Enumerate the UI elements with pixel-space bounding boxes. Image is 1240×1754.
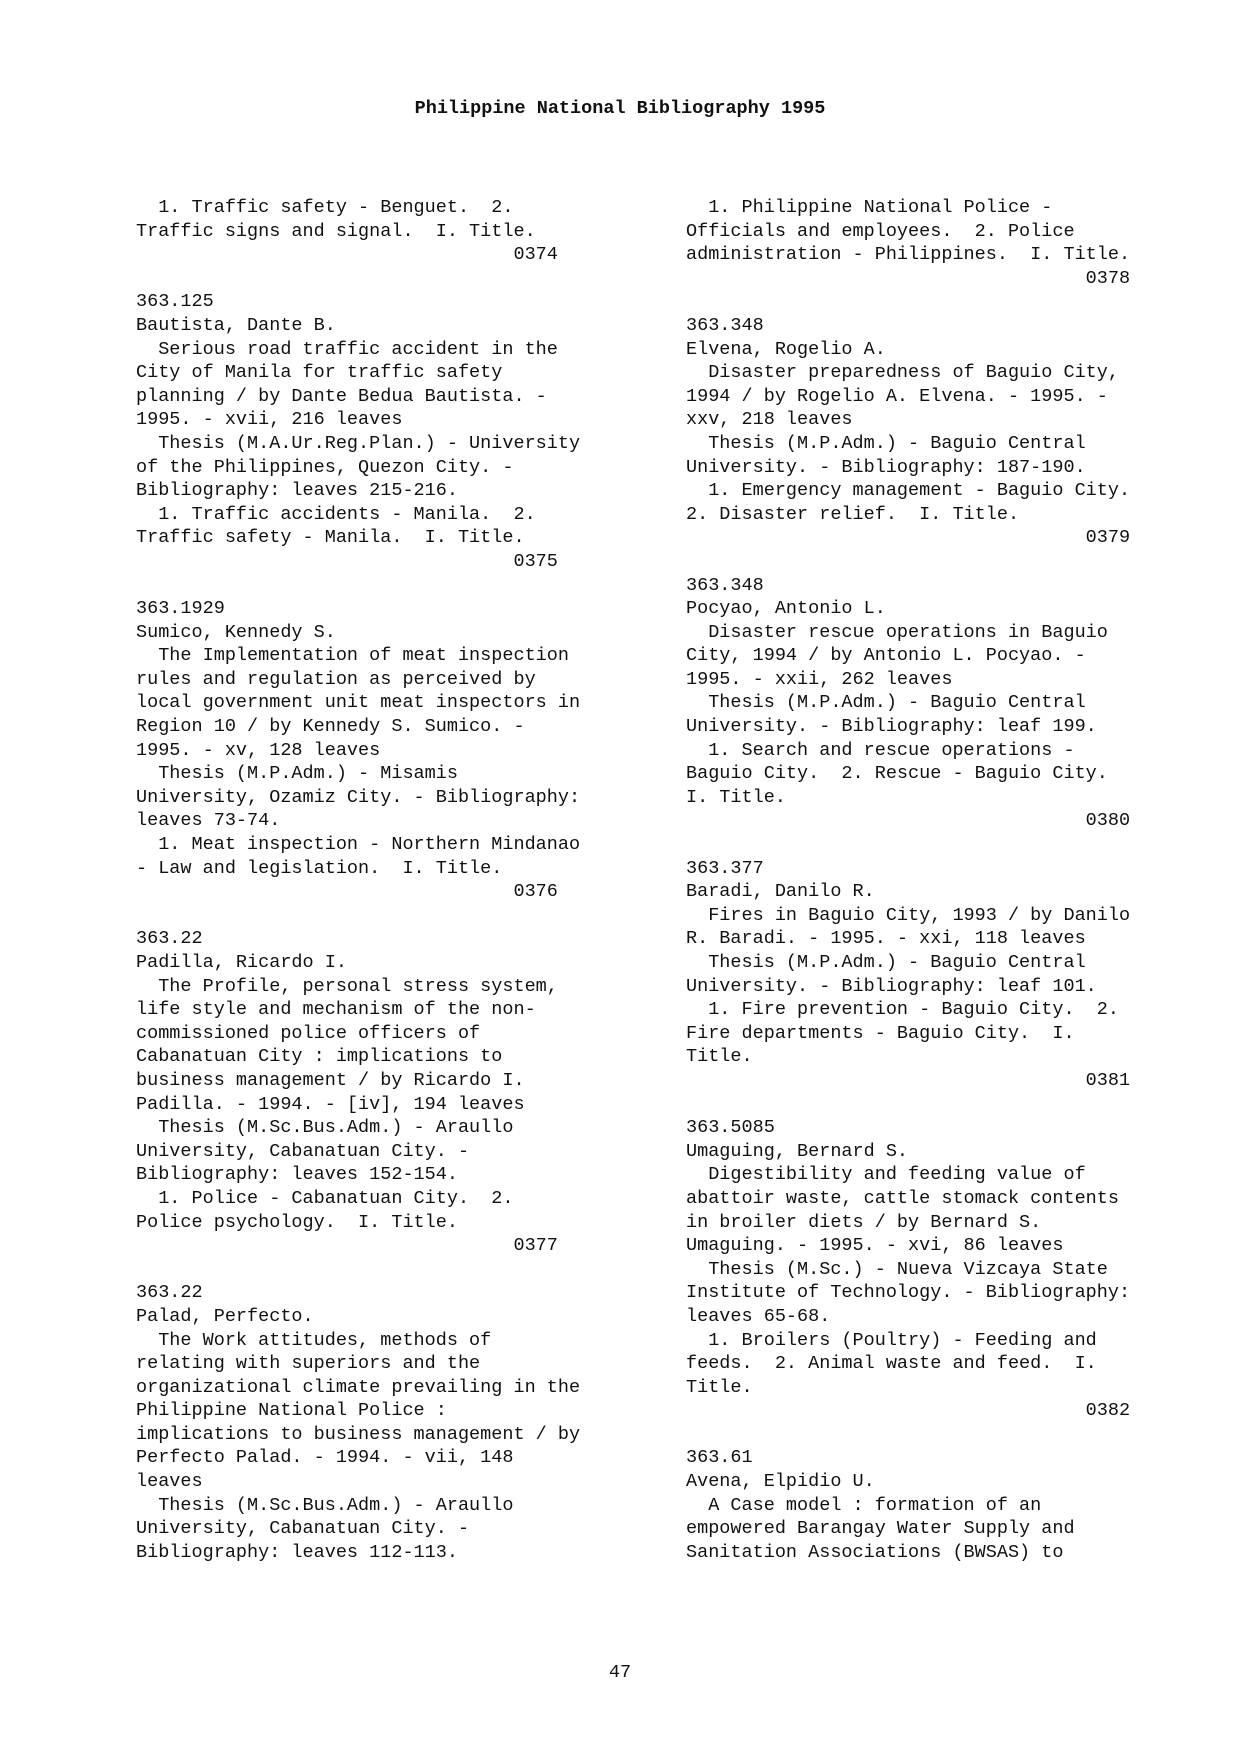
right-column-line: empowered Barangay Water Supply and xyxy=(686,1518,1075,1540)
right-column-line: 1. Search and rescue operations - xyxy=(686,739,1075,761)
right-column-line: 2. Disaster relief. I. Title. xyxy=(686,503,1020,525)
left-column-line: 363.22 xyxy=(136,1282,203,1304)
right-column-line: 0381 xyxy=(686,1069,1131,1091)
right-column-line: 363.348 xyxy=(686,574,764,596)
right-column-line: in broiler diets / by Bernard S. xyxy=(686,1211,1042,1233)
left-column-line: Police psychology. I. Title. xyxy=(136,1211,458,1233)
right-column-line: 363.377 xyxy=(686,857,764,879)
left-column-line: 363.1929 xyxy=(136,598,225,620)
left-column-line xyxy=(136,574,642,598)
right-column-line: Baguio City. 2. Rescue - Baguio City. xyxy=(686,763,1108,785)
right-column-line: University. - Bibliography: leaf 101. xyxy=(686,975,1097,997)
left-column-line: Thesis (M.Sc.Bus.Adm.) - Araullo xyxy=(136,1494,514,1516)
right-column-line: 1. Philippine National Police - xyxy=(686,197,1053,218)
right-column-line: University. - Bibliography: 187-190. xyxy=(686,456,1086,478)
right-column-line: Pocyao, Antonio L. xyxy=(686,598,886,620)
right-column-line xyxy=(686,290,1192,314)
right-column-line xyxy=(686,1423,1192,1447)
left-column-line: 1. Traffic accidents - Manila. 2. xyxy=(136,503,536,525)
left-column-line: Serious road traffic accident in the xyxy=(136,338,558,360)
right-column-line: xxv, 218 leaves xyxy=(686,409,853,431)
left-column-line: The Implementation of meat inspection xyxy=(136,645,569,667)
right-column-line: Thesis (M.Sc.) - Nueva Vizcaya State xyxy=(686,1258,1108,1280)
right-column-line: 1994 / by Rogelio A. Elvena. - 1995. - xyxy=(686,385,1108,407)
left-column-line: Sumico, Kennedy S. xyxy=(136,621,336,643)
right-column-line: University. - Bibliography: leaf 199. xyxy=(686,716,1097,738)
right-column-line: Institute of Technology. - Bibliography: xyxy=(686,1282,1131,1304)
left-column-line: Bibliography: leaves 112-113. xyxy=(136,1541,458,1563)
left-column-line: Padilla, Ricardo I. xyxy=(136,952,347,973)
right-column xyxy=(686,196,1192,1564)
right-column-line: leaves 65-68. xyxy=(686,1305,831,1327)
left-column-line: 0377 xyxy=(136,1235,558,1257)
left-column-line: Cabanatuan City : implications to xyxy=(136,1046,503,1068)
right-column-line: Title. xyxy=(686,1046,753,1068)
right-column-line: I. Title. xyxy=(686,786,786,808)
left-column-line: 0374 xyxy=(136,244,558,266)
left-column-line: implications to business management / by xyxy=(136,1423,581,1445)
left-column-line: University, Ozamiz City. - Bibliography: xyxy=(136,786,581,808)
left-column-line: 363.22 xyxy=(136,928,203,950)
left-column-line: Philippine National Police : xyxy=(136,1400,447,1422)
page-number: 47 xyxy=(608,1662,632,1683)
right-column-line: abattoir waste, cattle stomack contents xyxy=(686,1187,1119,1209)
right-column-line: 1995. - xxii, 262 leaves xyxy=(686,668,953,690)
right-column-line: Sanitation Associations (BWSAS) to xyxy=(686,1541,1064,1563)
left-column-line: 0376 xyxy=(136,881,558,903)
left-column-line: business management / by Ricardo I. xyxy=(136,1069,525,1091)
left-column-line: Bautista, Dante B. xyxy=(136,314,336,336)
right-column-line: feeds. 2. Animal waste and feed. I. xyxy=(686,1353,1097,1375)
right-column-line: City, 1994 / by Antonio L. Pocyao. - xyxy=(686,645,1086,667)
right-column-line: 0382 xyxy=(686,1400,1131,1422)
left-column-line: Thesis (M.P.Adm.) - Misamis xyxy=(136,763,458,785)
left-column-line: The Work attitudes, methods of xyxy=(136,1329,492,1351)
left-column-line: Thesis (M.A.Ur.Reg.Plan.) - University xyxy=(136,432,581,454)
left-column-line: 1. Traffic safety - Benguet. 2. xyxy=(136,197,514,218)
right-column-line: Thesis (M.P.Adm.) - Baguio Central xyxy=(686,692,1086,714)
left-column-line: Palad, Perfecto. xyxy=(136,1305,314,1327)
left-column-line xyxy=(136,267,642,291)
right-column-line: 1. Emergency management - Baguio City. xyxy=(686,480,1131,502)
left-column-line: University, Cabanatuan City. - xyxy=(136,1518,470,1540)
left-column-line xyxy=(136,904,642,928)
left-column-line: 363.125 xyxy=(136,291,214,313)
left-column-line: Thesis (M.Sc.Bus.Adm.) - Araullo xyxy=(136,1117,514,1139)
left-column-line: 1995. - xv, 128 leaves xyxy=(136,739,381,761)
right-column-line: Disaster preparedness of Baguio City, xyxy=(686,362,1119,384)
left-column-line: leaves 73-74. xyxy=(136,810,281,832)
left-column-line: - Law and legislation. I. Title. xyxy=(136,857,503,879)
right-column-line: 1. Fire prevention - Baguio City. 2. xyxy=(686,999,1119,1021)
right-column-line: R. Baradi. - 1995. - xxi, 118 leaves xyxy=(686,928,1086,950)
right-column-line: Thesis (M.P.Adm.) - Baguio Central xyxy=(686,432,1086,454)
right-column-line: Fire departments - Baguio City. I. xyxy=(686,1022,1075,1044)
left-column-line xyxy=(136,1258,642,1282)
right-column-line xyxy=(686,833,1192,857)
right-column-line: Disaster rescue operations in Baguio xyxy=(686,621,1108,643)
left-column-line: Bibliography: leaves 215-216. xyxy=(136,480,458,502)
left-column-line: 1995. - xvii, 216 leaves xyxy=(136,409,403,431)
right-column-line: Digestibility and feeding value of xyxy=(686,1164,1086,1186)
right-column-line: Elvena, Rogelio A. xyxy=(686,338,886,360)
left-column-line: Bibliography: leaves 152-154. xyxy=(136,1164,458,1186)
right-column-line: administration - Philippines. I. Title. xyxy=(686,244,1131,266)
page-title: Philippine National Bibliography 1995 xyxy=(414,98,826,119)
left-column xyxy=(136,196,642,1564)
left-column-line: commissioned police officers of xyxy=(136,1022,481,1044)
right-column-line: Officials and employees. 2. Police xyxy=(686,220,1075,242)
right-column-line xyxy=(686,1093,1192,1117)
right-column-line: 363.5085 xyxy=(686,1117,775,1139)
left-column-line: 0375 xyxy=(136,550,558,572)
left-column-line: rules and regulation as perceived by xyxy=(136,668,536,690)
left-column-line: 1. Police - Cabanatuan City. 2. xyxy=(136,1187,514,1209)
left-column-line: Padilla. - 1994. - [iv], 194 leaves xyxy=(136,1093,525,1115)
left-column-line: local government unit meat inspectors in xyxy=(136,692,581,714)
left-column-line: relating with superiors and the xyxy=(136,1353,481,1375)
left-column-line: University, Cabanatuan City. - xyxy=(136,1140,470,1162)
right-column-line: Avena, Elpidio U. xyxy=(686,1471,875,1493)
left-column-line: life style and mechanism of the non- xyxy=(136,999,536,1021)
right-column-line: Baradi, Danilo R. xyxy=(686,881,875,903)
right-column-line: 1. Broilers (Poultry) - Feeding and xyxy=(686,1329,1097,1351)
left-column-line: of the Philippines, Quezon City. - xyxy=(136,456,514,478)
right-column-line: 0380 xyxy=(686,810,1131,832)
right-column-line: Umaguing, Bernard S. xyxy=(686,1140,909,1162)
left-column-line: planning / by Dante Bedua Bautista. - xyxy=(136,385,547,407)
left-column-line: The Profile, personal stress system, xyxy=(136,975,558,997)
left-column-line: Region 10 / by Kennedy S. Sumico. - xyxy=(136,716,525,738)
left-column-line: leaves xyxy=(136,1471,203,1493)
left-column-line: Traffic signs and signal. I. Title. xyxy=(136,220,536,242)
right-column-line: Fires in Baguio City, 1993 / by Danilo xyxy=(686,904,1131,926)
right-column-line: Thesis (M.P.Adm.) - Baguio Central xyxy=(686,952,1086,973)
right-column-line: 0379 xyxy=(686,527,1131,549)
left-column-line: Perfecto Palad. - 1994. - vii, 148 xyxy=(136,1447,514,1469)
left-column-line: 1. Meat inspection - Northern Mindanao xyxy=(136,834,581,856)
left-column-line: City of Manila for traffic safety xyxy=(136,362,503,384)
right-column-line: 0378 xyxy=(686,267,1131,289)
right-column-line: A Case model : formation of an xyxy=(686,1494,1042,1516)
left-column-line: organizational climate prevailing in the xyxy=(136,1376,581,1398)
right-column-line: Umaguing. - 1995. - xvi, 86 leaves xyxy=(686,1235,1064,1257)
left-column-line: Traffic safety - Manila. I. Title. xyxy=(136,527,525,549)
right-column-line: 363.61 xyxy=(686,1447,753,1469)
right-column-line: 363.348 xyxy=(686,314,764,336)
right-column-line: Title. xyxy=(686,1376,753,1398)
right-column-line xyxy=(686,550,1192,574)
